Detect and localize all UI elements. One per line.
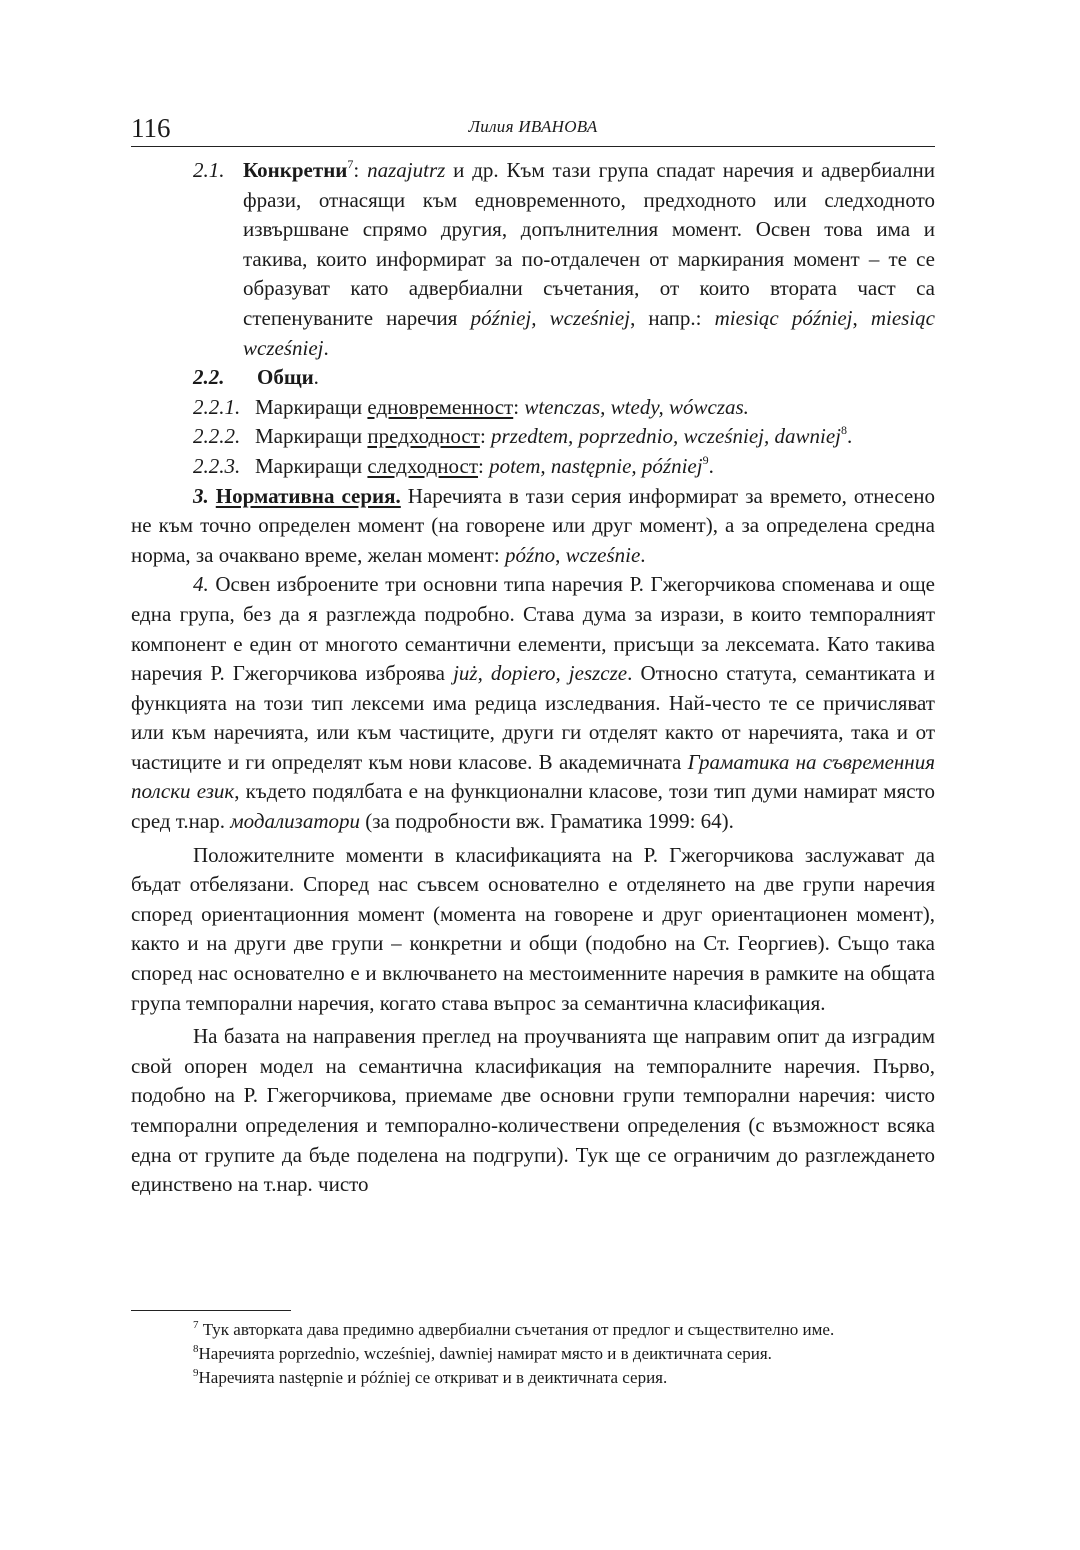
- footnote-number: 7: [193, 1319, 199, 1331]
- example-term: miesiąc wcześniej: [243, 305, 936, 360]
- section-text: Маркиращи следходност: potem, następnie, później$^9$.: [255, 452, 714, 478]
- footnote-ref: 7: [347, 157, 354, 171]
- section-2-2: [131, 363, 935, 393]
- example-term: późno: [504, 542, 556, 567]
- footnote-text: Тук авторката дава предимно адвербиални съчетания от предлог и съществително име.: [198, 1320, 835, 1339]
- example-term: miesiąc później: [714, 305, 853, 330]
- footnote-divider: [131, 1310, 291, 1311]
- example-term: potem, następnie, później: [489, 453, 703, 478]
- section-text: Конкретни$^7$: nazajutrz и др. Към тази група спадат наречия и адвербиални фрази, отнасящи към едновременното, предходното или следходното извършване спрямо другия, допълнителния момент. Освен това има и такива, които информират за по-отдалечен от маркирания момент – те се образуват като адвербиални съчетания, от които втората част са степенуваните наречия później, wcześniej, напр.: miesiąc później, miesiąc wcześniej.: [243, 157, 936, 360]
- footnote-ref: 8: [841, 423, 847, 438]
- section-2-2-3: [131, 452, 935, 482]
- example-term: модализатори: [230, 809, 360, 834]
- section-number: 4.: [193, 572, 209, 597]
- section-heading: Нормативна серия.: [215, 483, 401, 508]
- page: [131, 112, 935, 1200]
- footnote: [131, 1342, 935, 1366]
- footnote: [131, 1318, 935, 1342]
- section-text: Общи.: [257, 365, 319, 390]
- footnote-text: Наречията następnie и później се откриват и в деиктичната серия.: [198, 1368, 668, 1387]
- section-number: 2.2.1.: [193, 394, 241, 419]
- example-term: przedtem, poprzednio, wcześniej, dawniej: [491, 424, 841, 449]
- section-2-2-1: [131, 393, 935, 423]
- paragraph-normative-series: 3. Нормативна серия. Наречията в тази серия информират за времето, отнесено не към точно определен момент (на говорене или друг момент), а за определена средна норма, за очаквано време, желан момент: późno, wcześnie.: [131, 483, 935, 567]
- footnote-ref: 9: [702, 452, 709, 467]
- section-2-1: [131, 156, 935, 363]
- section-text: Маркиращи предходност: przedtem, poprzednio, wcześniej, dawniej$^8$.: [255, 423, 853, 449]
- section-text: Маркиращи едновременност: wtenczas, wtedy, wówczas.: [255, 394, 749, 419]
- section-term: Конкретни: [243, 158, 348, 182]
- section-number: 2.1.: [193, 158, 225, 182]
- example-term: później, wcześniej: [470, 305, 631, 330]
- underlined-term: едновременност: [367, 394, 514, 419]
- underlined-term: следходност: [367, 453, 478, 478]
- footnote-number: 9: [193, 1367, 199, 1379]
- example-term: wtenczas, wtedy, wówczas.: [524, 394, 749, 419]
- page-header: [131, 112, 935, 147]
- section-2-2-2: [131, 422, 935, 452]
- footnote: [131, 1366, 935, 1390]
- footnotes: [131, 1318, 935, 1390]
- paragraph-model: На базата на направения преглед на проучванията ще направим опит да изградим свой опорен модел на семантична класификация на темпоралните наречия. Първо, подобно на Р. Гжегорчикова, приемаме две основни групи темпорални наречия: чисто темпорални определения и темпорално-количествени определения (с възможност всяка една от групите да бъде поделена на подгрупи). Тук ще се ограничим до разглеждането единствено на т.нар. чисто: [131, 1024, 935, 1197]
- example-term: nazajutrz: [367, 158, 446, 182]
- section-number: 2.2.2.: [193, 424, 241, 449]
- section-number: 2.2.: [193, 365, 225, 390]
- paragraph-positive-moments: Положителните моменти в класификацията на Р. Гжегорчикова заслужават да бъдат отбелязани. Според нас съвсем основателно е отделянето на две групи наречия според ориентационния момент (момента на говорене и друг ориентационен момент), както и на други две групи – конкретни и общи (подобно на Ст. Георгиев). Също така според нас основателно е и включването на местоименните наречия в рамките на общата група темпорални наречия, когато става въпрос за семантична класификация.: [131, 842, 935, 1015]
- footnote-number: 8: [193, 1343, 199, 1355]
- underlined-term: предходност: [367, 424, 480, 449]
- example-term: już, dopiero, jeszcze: [453, 661, 628, 686]
- section-term: Общи: [257, 365, 314, 390]
- book-title: Граматика на съвременния полски език: [131, 749, 935, 804]
- paragraph-4: 4. Освен изброените три основни типа наречия Р. Гжегорчикова споменава и още една група, без да я разглежда подробно. Става дума за изрази, в които темпоралният компонент е един от многото семантични елементи, присъщи за лексемата. Като такива наречия Р. Гжегорчикова изброява już, dopiero, jeszcze. Относно статута, семантиката и функцията на този тип лексеми има редица изследвания. Най-често те се причисляват или към наречията, или към частиците, други ги отделят както от наречията, така и от частиците и ги определят към нови класове. В академичната Граматика на съвременния полски език, където подялбата е на функционални класове, този тип думи намират място сред т.нар. модализатори (за подробности вж. Граматика 1999: 64).: [131, 572, 935, 834]
- page-number: 116: [131, 113, 171, 143]
- section-number: 3.: [193, 483, 209, 508]
- running-title: Лилия ИВАНОВА: [468, 117, 598, 136]
- example-term: wcześnie: [565, 542, 641, 567]
- section-number: 2.2.3.: [193, 453, 241, 478]
- footnote-text: Наречията poprzednio, wcześniej, dawniej намират място и в деиктичната серия.: [198, 1344, 772, 1363]
- main-text: [131, 156, 935, 1200]
